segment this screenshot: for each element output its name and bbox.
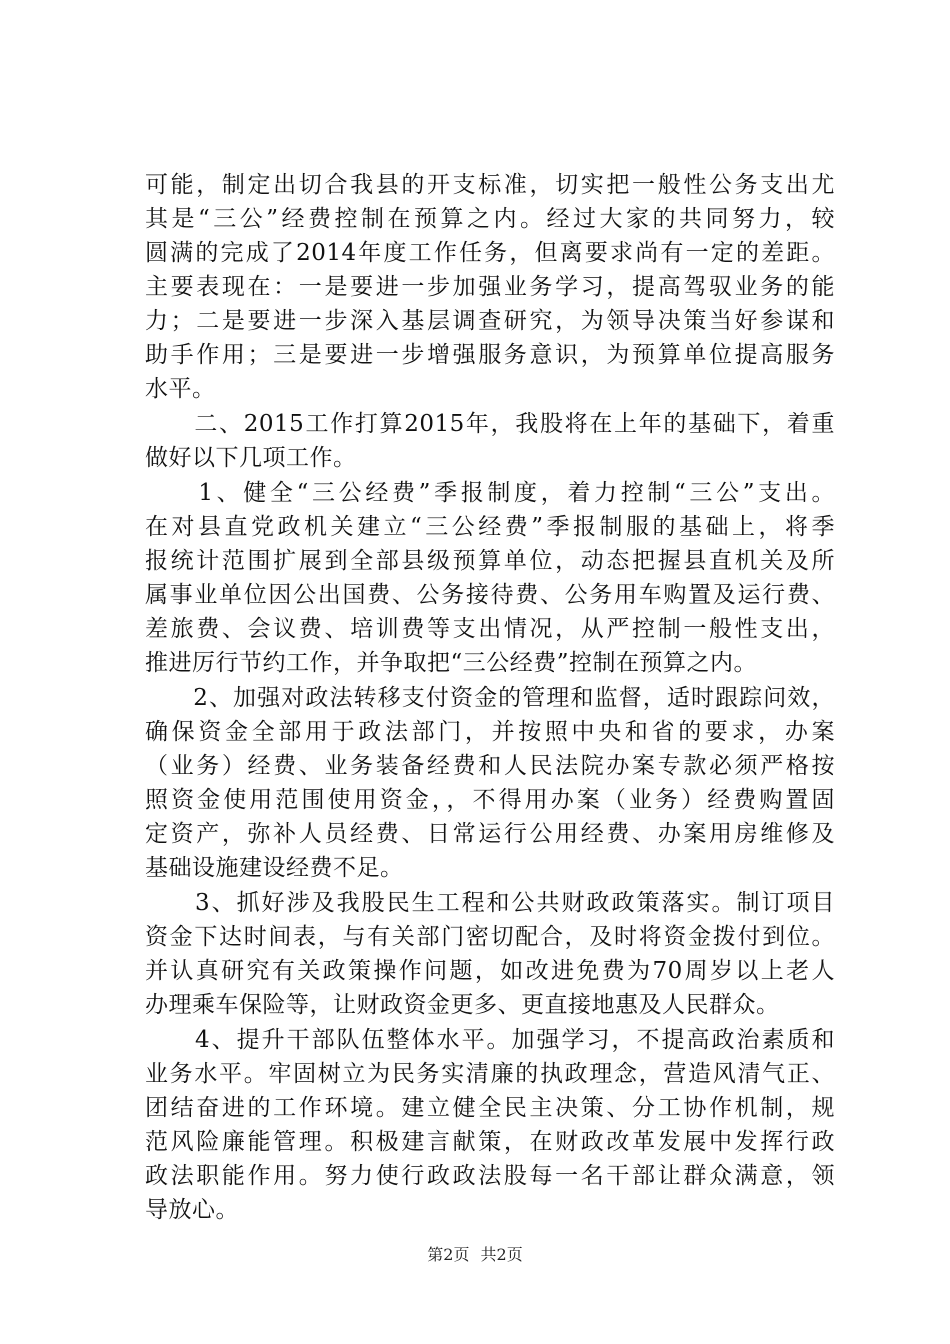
document-body	[145, 168, 835, 1228]
text-line: 团结奋进的工作环境。建立健全民主决策、分工协作机制，规	[145, 1095, 835, 1121]
text-line: 照资金使用范围使用资金，，不得用办案（业务）经费购置固	[145, 787, 835, 813]
text-line: 报统计范围扩展到全部县级预算单位，动态把握县直机关及所	[145, 548, 835, 574]
text-line: 助手作用；三是要进一步增强服务意识，为预算单位提高服务	[145, 342, 835, 368]
text-line: 二、2015工作打算2015年，我股将在上年的基础下，着重	[145, 411, 835, 437]
text-line: 政法职能作用。努力使行政政法股每一名干部让群众满意，领	[145, 1163, 835, 1189]
text-line: 做好以下几项工作。	[145, 445, 357, 471]
text-line: 办理乘车保险等，让财政资金更多、更直接地惠及人民群众。	[145, 992, 780, 1018]
text-line: 确保资金全部用于政法部门，并按照中央和省的要求，办案	[145, 719, 835, 745]
paragraph-item-1	[145, 476, 835, 680]
text-line: 差旅费、会议费、培训费等支出情况，从严控制一般性支出，	[145, 616, 835, 642]
paragraph-item-4	[145, 1023, 835, 1227]
text-line: 圆满的完成了2014年度工作任务，但离要求尚有一定的差距。	[145, 240, 835, 266]
text-line: 推进厉行节约工作，并争取把“三公经费”控制在预算之内。	[145, 650, 758, 676]
text-line: 水平。	[145, 376, 216, 402]
text-line: 业务水平。牢固树立为民务实清廉的执政理念，营造风清气正、	[145, 1061, 835, 1087]
text-line: 3、抓好涉及我股民生工程和公共财政政策落实。制订项目	[145, 890, 835, 916]
paragraph-summary	[145, 168, 835, 406]
paragraph-item-2	[145, 681, 835, 885]
text-line: 4、提升干部队伍整体水平。加强学习，不提高政治素质和	[145, 1027, 835, 1053]
text-line: 基础设施建设经费不足。	[145, 855, 404, 881]
text-line: （业务）经费、业务装备经费和人民法院办案专款必须严格按	[145, 753, 835, 779]
page-total: 共2页	[480, 1245, 523, 1264]
text-line: 属事业单位因公出国费、公务接待费、公务用车购置及运行费、	[145, 582, 835, 608]
paragraph-plan-heading	[145, 407, 835, 475]
page-footer	[0, 1245, 950, 1265]
text-line: 导放心。	[145, 1197, 239, 1223]
text-line: 定资产，弥补人员经费、日常运行公用经费、办案用房维修及	[145, 821, 835, 847]
paragraph-item-3	[145, 886, 835, 1022]
text-line: 在对县直党政机关建立“三公经费”季报制服的基础上，将季	[145, 514, 835, 540]
text-line: 力；二是要进一步深入基层调查研究，为领导决策当好参谋和	[145, 308, 835, 334]
page-number: 第2页	[427, 1245, 470, 1264]
text-line: 资金下达时间表，与有关部门密切配合，及时将资金拨付到位。	[145, 924, 835, 950]
text-line: 其是“三公”经费控制在预算之内。经过大家的共同努力，较	[145, 206, 835, 232]
text-line: 可能，制定出切合我县的开支标准，切实把一般性公务支出尤	[145, 172, 835, 198]
text-line: 2、加强对政法转移支付资金的管理和监督，适时跟踪问效，	[145, 685, 835, 711]
text-line: 1、健全“三公经费”季报制度，着力控制“三公”支出。	[145, 480, 835, 506]
text-line: 并认真研究有关政策操作问题，如改进免费为70周岁以上老人	[145, 958, 835, 984]
text-line: 主要表现在：一是要进一步加强业务学习，提高驾驭业务的能	[145, 274, 835, 300]
text-line: 范风险廉能管理。积极建言献策，在财政改革发展中发挥行政	[145, 1129, 835, 1155]
